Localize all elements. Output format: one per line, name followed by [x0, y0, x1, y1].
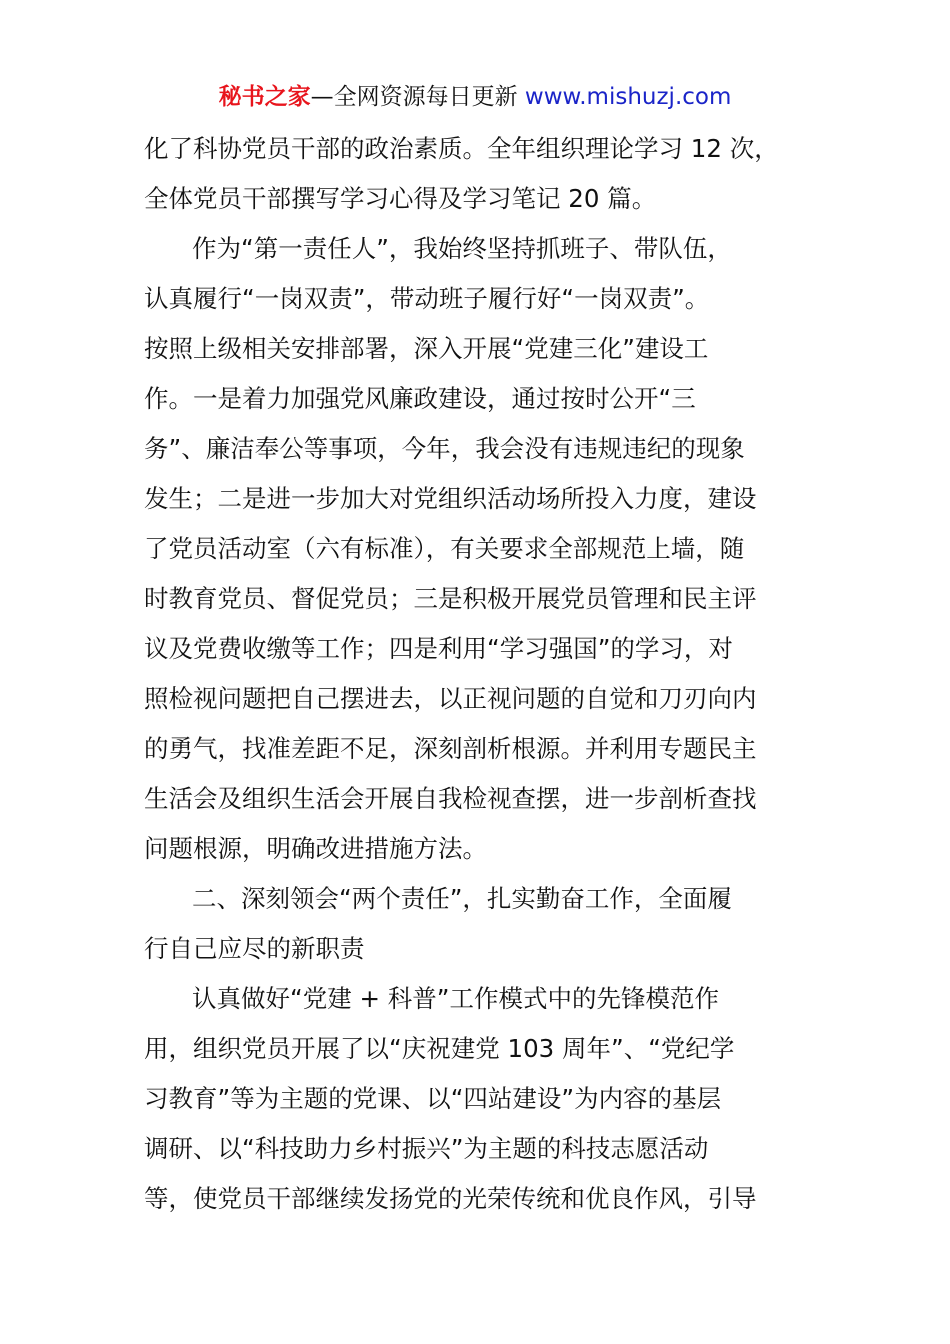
- text-line: 的勇气，找准差距不足，深刻剖析根源。并利用专题民主: [144, 734, 757, 763]
- text-line: 用，组织党员开展了以“庆祝建党 103 周年”、“党纪学: [144, 1034, 735, 1063]
- text-line: 议及党费收缴等工作；四是利用“学习强国”的学习，对: [144, 634, 733, 663]
- text-line: 问题根源，明确改进措施方法。: [144, 834, 487, 863]
- text-line: 了党员活动室（六有标准），有关要求全部规范上墙，随: [144, 534, 745, 563]
- text-line: 习教育”等为主题的党课、以“四站建设”为内容的基层: [144, 1084, 722, 1113]
- site-header: [0, 80, 950, 114]
- site-brand: 秘书之家: [218, 84, 311, 110]
- text-line: 调研、以“科技助力乡村振兴”为主题的科技志愿活动: [144, 1134, 709, 1163]
- site-url[interactable]: www.mishuzj.com: [524, 84, 732, 110]
- text-line: 时教育党员、督促党员；三是积极开展党员管理和民主评: [144, 584, 757, 613]
- text-line: 生活会及组织生活会开展自我检视查摆，进一步剖析查找: [144, 784, 757, 813]
- text-line: 化了科协党员干部的政治素质。全年组织理论学习 12 次，: [144, 134, 779, 163]
- text-line: 认真做好“党建 + 科普”工作模式中的先锋模范作: [192, 984, 719, 1013]
- text-line: 全体党员干部撰写学习心得及学习笔记 20 篇。: [144, 184, 657, 213]
- text-line: 作。一是着力加强党风廉政建设，通过按时公开“三: [144, 384, 696, 413]
- text-line: 务”、廉洁奉公等事项，今年，我会没有违规违纪的现象: [144, 434, 745, 463]
- section-heading-line: 行自己应尽的新职责: [144, 934, 365, 963]
- text-line: 照检视问题把自己摆进去，以正视问题的自觉和刀刃向内: [144, 684, 757, 713]
- site-tagline: —全网资源每日更新: [310, 84, 525, 110]
- text-line: 认真履行“一岗双责”，带动班子履行好“一岗双责”。: [144, 284, 710, 313]
- text-line: 等，使党员干部继续发扬党的光荣传统和优良作风，引导: [144, 1184, 757, 1213]
- text-line: 作为“第一责任人”，我始终坚持抓班子、带队伍，: [192, 234, 732, 263]
- text-line: 按照上级相关安排部署，深入开展“党建三化”建设工: [144, 334, 709, 363]
- section-heading-line: 二、深刻领会“两个责任”，扎实勤奋工作，全面履: [192, 884, 732, 913]
- document-body: [144, 124, 812, 1224]
- text-line: 发生；二是进一步加大对党组织活动场所投入力度，建设: [144, 484, 757, 513]
